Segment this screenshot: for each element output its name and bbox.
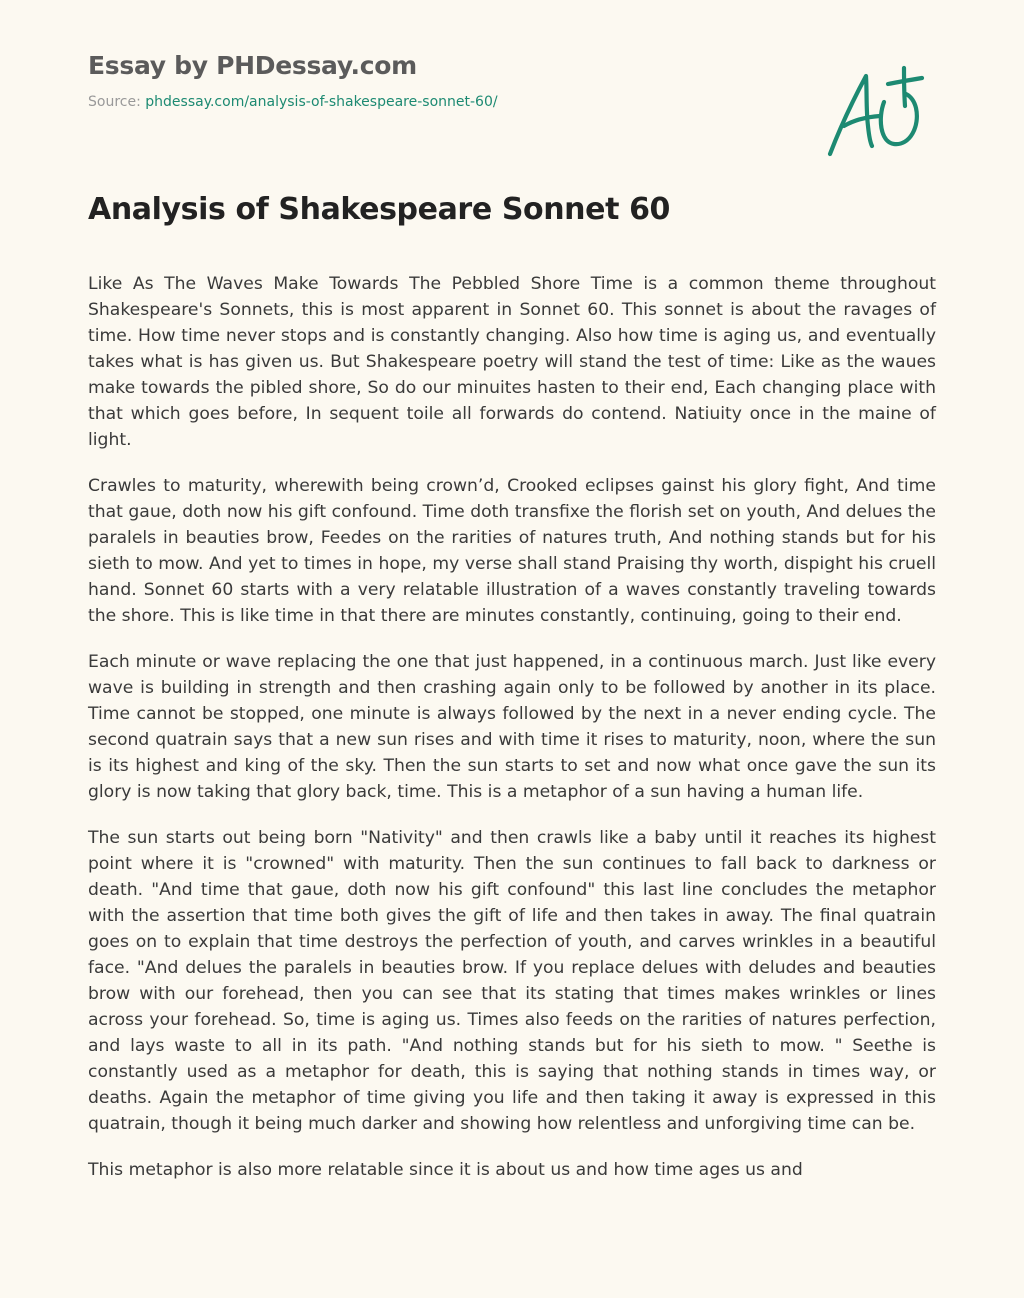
paragraph: Crawles to maturity, wherewith being crown’d, Crooked eclipses gainst his glory fight, And time that gaue, doth now his gift confound. Time doth transfixe the florish set on youth, And delues the paralels in beauties brow, Feedes on the rarities of natures truth, And nothing stands but for his sieth to mow. And yet to times in hope, my verse shall stand Praising thy worth, dispight his cruell hand. Sonnet 60 starts with a very relatable illustration of a waves constantly traveling towards the shore. This is like time in that there are minutes constantly, continuing, going to their end. bbox=[88, 476, 936, 626]
source-line bbox=[88, 92, 498, 112]
page-title: Analysis of Shakespeare Sonnet 60 bbox=[88, 192, 671, 227]
essay-body bbox=[88, 271, 936, 1203]
site-header bbox=[88, 48, 498, 112]
source-label: Source: bbox=[88, 94, 146, 110]
paragraph: The sun starts out being born "Nativity" and then crawls like a baby until it reaches its highest point where it is "crowned" with maturity. Then the sun continues to fall back to darkness or death. "And time that gaue, doth now his gift confound" this last line concludes the metaphor with the assertion that time both gives the gift of life and then takes in away. The final quatrain goes on to explain that time destroys the perfection of youth, and carves wrinkles in a beautiful face. "And delues the paralels in beauties brow. If you replace delues with deludes and beauties brow with our forehead, then you can see that its stating that times makes wrinkles or lines across your forehead. So, time is aging us. Times also feeds on the rarities of natures perfection, and lays waste to all in its path. "And nothing stands but for his sieth to mow. " Seethe is constantly used as a metaphor for death, this is saying that nothing stands in times way, or deaths. Again the metaphor of time giving you life and then taking it away is expressed in this quatrain, though it being much darker and showing how relentless and unforgiving time can be. bbox=[88, 828, 936, 1134]
paragraph: Like As The Waves Make Towards The Pebbled Shore Time is a common theme throughout Shakespeare's Sonnets, this is most apparent in Sonnet 60. This sonnet is about the ravages of time. How time never stops and is constantly changing. Also how time is aging us, and eventually takes what is has given us. But Shakespeare poetry will stand the test of time: Like as the waues make towards the pibled shore, So do our minuites hasten to their end, Each changing place with that which goes before, In sequent toile all forwards do contend. Natiuity once in the maine of light. bbox=[88, 274, 936, 450]
a-plus-logo-icon[interactable] bbox=[822, 62, 928, 162]
paragraph: Each minute or wave replacing the one that just happened, in a continuous march. Just like every wave is building in strength and then crashing again only to be followed by another in its place. Time cannot be stopped, one minute is always followed by the next in a never ending cycle. The second quatrain says that a new sun rises and with time it rises to maturity, noon, where the sun is its highest and king of the sky. Then the sun starts to set and now what once gave the sun its glory is now taking that glory back, time. This is a metaphor of a sun having a human life. bbox=[88, 652, 936, 802]
source-link[interactable]: phdessay.com/analysis-of-shakespeare-sonnet-60/ bbox=[145, 94, 498, 110]
bottom-fade bbox=[0, 1268, 1024, 1298]
paragraph: This metaphor is also more relatable since it is about us and how time ages us and bbox=[88, 1160, 803, 1180]
site-brand[interactable]: Essay by PHDessay.com bbox=[88, 51, 417, 80]
